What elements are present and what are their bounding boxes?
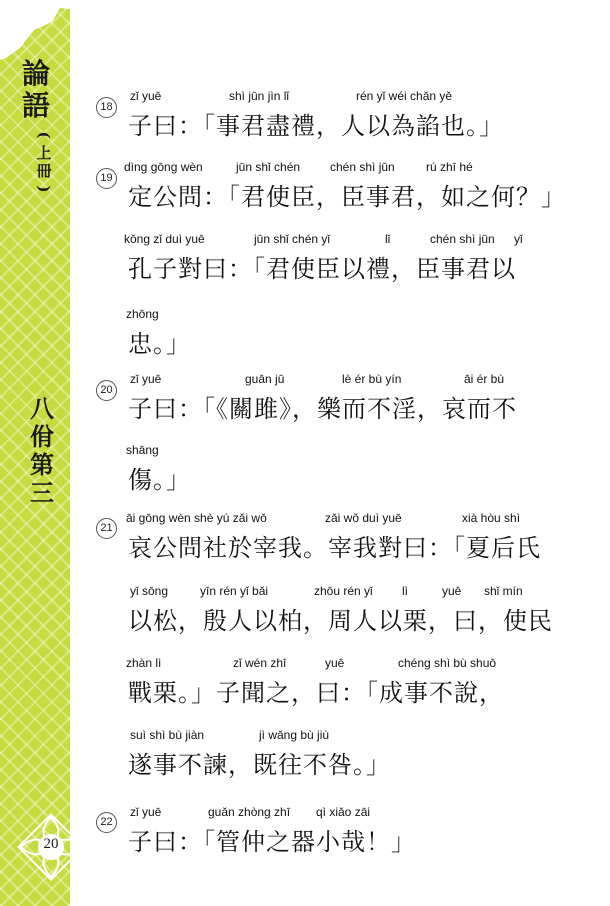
verse-number: 22 [96, 812, 117, 833]
verse-text-line: 定公問：「君使臣，臣事君，如之何？」 [128, 183, 566, 211]
pinyin-annotation: jì wǎng bù jiù [259, 728, 330, 742]
pinyin-annotation: suì shì bù jiàn [130, 728, 205, 742]
page-number-badge [14, 810, 88, 884]
pinyin-annotation: dìng gōng wèn [124, 160, 203, 174]
pinyin-annotation: yīn rén yǐ bǎi [200, 584, 269, 598]
pinyin-annotation: yǐ sōng [130, 584, 169, 598]
chapter-title [30, 395, 66, 507]
pinyin-annotation: kǒng zǐ duì yuē [124, 232, 205, 246]
pinyin-annotation: āi gōng wèn shè yú zǎi wǒ [126, 511, 267, 525]
pinyin-annotation: zhōng [126, 307, 159, 321]
verse-text-line: 傷。」 [128, 466, 191, 494]
pinyin-annotation: shǐ mín [484, 584, 523, 598]
verse-number: 21 [96, 518, 117, 539]
verse-text-line: 孔子對曰：「君使臣以禮，臣事君以 [128, 255, 516, 283]
pinyin-annotation: zǐ yuē [130, 805, 162, 819]
pinyin-annotation: chén shì jūn [330, 160, 395, 174]
pinyin-annotation: yǐ [514, 232, 523, 246]
pinyin-annotation: xià hòu shì [462, 511, 521, 525]
pinyin-annotation: guǎn zhòng zhī [208, 805, 291, 819]
pinyin-annotation: chéng shì bù shuō [398, 656, 497, 670]
brush-stroke-decoration [0, 0, 90, 60]
volume-paren-close: ) [35, 185, 53, 193]
pinyin-annotation: yuē [325, 656, 345, 670]
pinyin-annotation: zǐ yuē [130, 372, 162, 386]
page-number: 20 [43, 836, 59, 852]
verse-text-line: 遂事不諫，既往不咎。」 [128, 751, 391, 779]
chapter-char: 佾 [30, 422, 54, 451]
volume-label [24, 126, 64, 198]
chapter-char: 三 [30, 478, 54, 507]
pinyin-annotation: guān jū [245, 372, 285, 386]
pinyin-annotation: shì jūn jìn lǐ [229, 89, 290, 103]
volume-char: 上 [36, 144, 52, 162]
pinyin-annotation: zhōu rén yǐ [314, 584, 373, 598]
volume-paren-open: ( [35, 131, 53, 139]
pinyin-annotation: chén shì jūn [430, 232, 495, 246]
verse-text-line: 子曰：「管仲之器小哉！」 [128, 828, 416, 856]
pinyin-annotation: āi ér bù [464, 372, 505, 386]
verse-text-line: 以松，殷人以柏，周人以栗，曰，使民 [128, 607, 553, 635]
chapter-char: 第 [30, 450, 54, 479]
verse-text-line: 子曰：「事君盡禮，人以為諂也。」 [128, 112, 504, 140]
pinyin-annotation: jūn shǐ chén yǐ [254, 232, 331, 246]
pinyin-annotation: zǐ yuē [130, 89, 162, 103]
book-title [22, 58, 68, 122]
sidebar [0, 0, 70, 906]
verse-number: 18 [96, 97, 117, 118]
verse-text-line: 哀公問社於宰我。宰我對曰：「夏后氏 [128, 534, 541, 562]
pinyin-annotation: lǐ [385, 232, 391, 246]
verse-number: 20 [96, 380, 117, 401]
pinyin-annotation: rén yǐ wéi chǎn yě [356, 89, 453, 103]
chapter-char: 八 [30, 394, 54, 423]
pinyin-annotation: zǐ wén zhī [233, 656, 287, 670]
verse-text-line: 子曰：「《關雎》，樂而不淫，哀而不 [128, 395, 517, 423]
pinyin-annotation: zǎi wǒ duì yuē [325, 511, 402, 525]
pinyin-annotation: yuē [442, 584, 462, 598]
verse-text-line: 戰栗。」子聞之，曰：「成事不說， [128, 679, 504, 707]
verse-number: 19 [96, 168, 117, 189]
pinyin-annotation: lì [402, 584, 408, 598]
pinyin-annotation: zhàn lì [126, 656, 162, 670]
pinyin-annotation: shāng [126, 443, 159, 457]
pinyin-annotation: rú zhī hé [426, 160, 473, 174]
volume-char: 冊 [36, 162, 52, 180]
pinyin-annotation: jūn shǐ chén [236, 160, 301, 174]
pinyin-annotation: qì xiǎo zāi [316, 805, 371, 819]
verse-text-line: 忠。」 [128, 330, 191, 358]
book-title-char: 論 [22, 57, 51, 90]
pinyin-annotation: lè ér bù yín [342, 372, 402, 386]
book-title-char: 語 [22, 89, 51, 122]
